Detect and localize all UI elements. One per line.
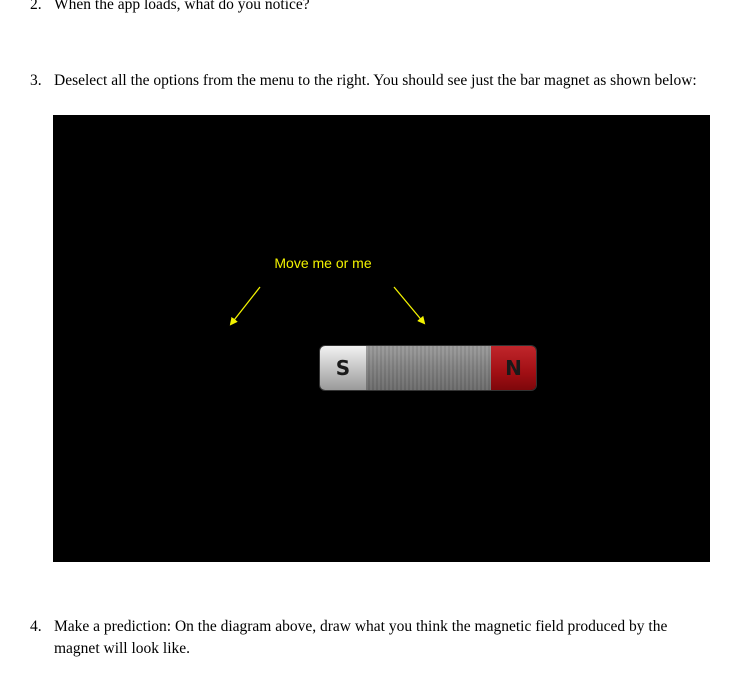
hint-label: Move me or me	[274, 255, 372, 271]
south-pole-label: S	[335, 356, 351, 380]
north-pole-label: N	[505, 356, 522, 380]
magnet-body	[366, 346, 491, 390]
question-text: Deselect all the options from the menu to the right. You should see just the bar magnet as shown below:	[54, 72, 697, 89]
question-number: 4.	[30, 618, 42, 635]
hint-arrows	[53, 115, 710, 562]
bar-magnet[interactable]	[320, 346, 536, 390]
south-pole	[320, 346, 366, 390]
question-number: 2.	[30, 0, 42, 13]
north-pole	[491, 346, 536, 390]
question-number: 3.	[30, 72, 42, 89]
question-text: Make a prediction: On the diagram above, draw what you think the magnetic field produced by the magnet will look like.	[54, 618, 668, 657]
magnet-simulation-screenshot	[53, 115, 710, 562]
arrow-right-icon	[394, 287, 424, 323]
arrow-left-icon	[231, 287, 260, 324]
question-text: When the app loads, what do you notice?	[54, 0, 310, 13]
